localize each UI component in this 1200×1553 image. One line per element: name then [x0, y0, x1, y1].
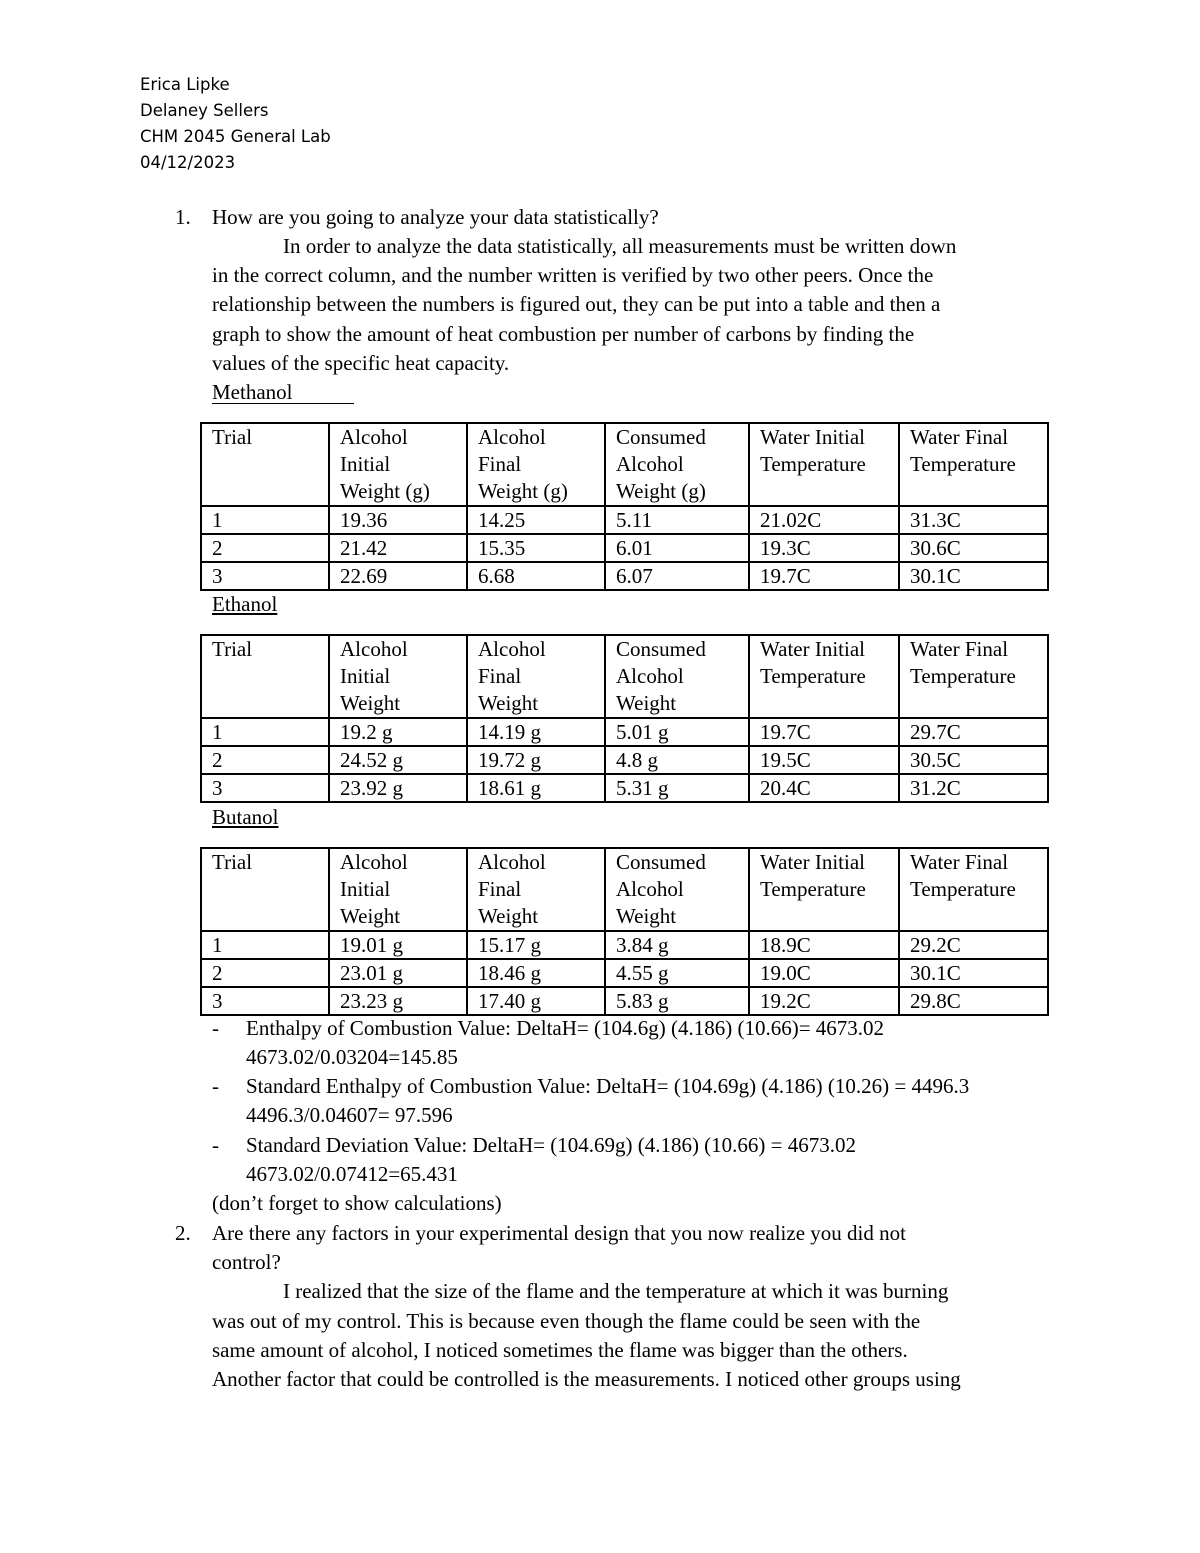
table-cell: 5.83 g	[605, 987, 749, 1015]
table-cell: 20.4C	[749, 774, 899, 802]
table-cell: 30.5C	[899, 746, 1048, 774]
answer-line: I realized that the size of the flame and the temperature at which it was burning	[283, 1279, 949, 1303]
table-cell: 5.11	[605, 506, 749, 534]
header-cell: Trial	[201, 635, 329, 718]
header-cell: Water Initial Temperature	[749, 635, 899, 718]
header-cell: Trial	[201, 423, 329, 506]
document-header	[140, 72, 331, 176]
butanol-table	[200, 847, 1049, 1016]
table-cell: 29.8C	[899, 987, 1048, 1015]
table-row	[201, 987, 1048, 1015]
table-cell: 6.07	[605, 562, 749, 590]
table-cell: 19.7C	[749, 718, 899, 746]
table-cell: 15.17 g	[467, 931, 605, 959]
table-cell: 6.68	[467, 562, 605, 590]
question-text: control?	[212, 1250, 281, 1274]
table-row	[201, 774, 1048, 802]
header-cell: Water Final Temperature	[899, 848, 1048, 931]
table-cell: 19.5C	[749, 746, 899, 774]
calculation-line: 4673.02/0.07412=65.431	[246, 1162, 458, 1186]
calculation-line: Standard Deviation Value: DeltaH= (104.69g) (4.186) (10.66) = 4673.02	[246, 1133, 857, 1157]
table-cell: 31.3C	[899, 506, 1048, 534]
table-row	[201, 562, 1048, 590]
author-name: Delaney Sellers	[140, 101, 269, 120]
calculation-line: Enthalpy of Combustion Value: DeltaH= (104.6g) (4.186) (10.66)= 4673.02	[246, 1016, 885, 1040]
table-cell: 19.3C	[749, 534, 899, 562]
table-row	[201, 931, 1048, 959]
table-cell: 30.6C	[899, 534, 1048, 562]
table-cell: 19.7C	[749, 562, 899, 590]
header-cell: Alcohol Final Weight (g)	[467, 423, 605, 506]
table-cell: 3	[201, 987, 329, 1015]
table-title-butanol: Butanol	[212, 805, 279, 829]
table-cell: 5.01 g	[605, 718, 749, 746]
question-number: 2.	[175, 1221, 191, 1245]
table-cell: 14.19 g	[467, 718, 605, 746]
table-cell: 2	[201, 534, 329, 562]
answer-line: values of the specific heat capacity.	[212, 351, 510, 375]
question-text: Are there any factors in your experimental design that you now realize you did not	[212, 1221, 906, 1245]
table-cell: 6.01	[605, 534, 749, 562]
table-cell: 31.2C	[899, 774, 1048, 802]
table-row	[201, 506, 1048, 534]
header-cell: Water Final Temperature	[899, 635, 1048, 718]
table-cell: 1	[201, 931, 329, 959]
table-cell: 23.92 g	[329, 774, 467, 802]
table-cell: 3	[201, 562, 329, 590]
calculation-line: 4673.02/0.03204=145.85	[246, 1045, 458, 1069]
calculation-note: (don’t forget to show calculations)	[212, 1191, 502, 1215]
bullet-marker: -	[212, 1133, 219, 1157]
header-cell: Alcohol Initial Weight	[329, 848, 467, 931]
table-header-row	[201, 423, 1048, 506]
table-cell: 21.42	[329, 534, 467, 562]
header-cell: Water Initial Temperature	[749, 423, 899, 506]
question-number: 1.	[175, 205, 191, 229]
header-cell: Trial	[201, 848, 329, 931]
table-cell: 21.02C	[749, 506, 899, 534]
table-cell: 23.01 g	[329, 959, 467, 987]
document-date: 04/12/2023	[140, 153, 236, 172]
table-cell: 29.2C	[899, 931, 1048, 959]
table-cell: 30.1C	[899, 562, 1048, 590]
answer-line: in the correct column, and the number written is verified by two other peers. Once the	[212, 263, 934, 287]
header-cell: Alcohol Initial Weight (g)	[329, 423, 467, 506]
table-cell: 18.61 g	[467, 774, 605, 802]
table-cell: 23.23 g	[329, 987, 467, 1015]
table-cell: 30.1C	[899, 959, 1048, 987]
table-cell: 22.69	[329, 562, 467, 590]
table-cell: 29.7C	[899, 718, 1048, 746]
header-cell: Water Initial Temperature	[749, 848, 899, 931]
table-cell: 1	[201, 718, 329, 746]
answer-line: In order to analyze the data statistically, all measurements must be written down	[283, 234, 957, 258]
table-cell: 18.46 g	[467, 959, 605, 987]
table-cell: 2	[201, 959, 329, 987]
bullet-marker: -	[212, 1074, 219, 1098]
table-row	[201, 718, 1048, 746]
table-title-ethanol: Ethanol	[212, 592, 278, 616]
table-cell: 19.2C	[749, 987, 899, 1015]
table-row	[201, 534, 1048, 562]
table-cell: 19.72 g	[467, 746, 605, 774]
table-cell: 4.55 g	[605, 959, 749, 987]
table-title-methanol: Methanol	[212, 380, 354, 405]
table-header-row	[201, 635, 1048, 718]
header-cell: Alcohol Final Weight	[467, 635, 605, 718]
methanol-table	[200, 422, 1049, 591]
table-cell: 15.35	[467, 534, 605, 562]
table-cell: 1	[201, 506, 329, 534]
table-cell: 24.52 g	[329, 746, 467, 774]
table-cell: 17.40 g	[467, 987, 605, 1015]
table-cell: 19.2 g	[329, 718, 467, 746]
table-cell: 18.9C	[749, 931, 899, 959]
table-row	[201, 746, 1048, 774]
table-header-row	[201, 848, 1048, 931]
answer-line: same amount of alcohol, I noticed sometimes the flame was bigger than the others.	[212, 1338, 908, 1362]
table-cell: 19.36	[329, 506, 467, 534]
table-cell: 3	[201, 774, 329, 802]
table-cell: 19.0C	[749, 959, 899, 987]
header-cell: Alcohol Final Weight	[467, 848, 605, 931]
table-row	[201, 959, 1048, 987]
table-cell: 3.84 g	[605, 931, 749, 959]
calculation-line: 4496.3/0.04607= 97.596	[246, 1103, 453, 1127]
header-cell: Alcohol Initial Weight	[329, 635, 467, 718]
table-cell: 19.01 g	[329, 931, 467, 959]
ethanol-table	[200, 634, 1049, 803]
author-name: Erica Lipke	[140, 75, 230, 94]
bullet-marker: -	[212, 1016, 219, 1040]
table-cell: 14.25	[467, 506, 605, 534]
header-cell: Water Final Temperature	[899, 423, 1048, 506]
header-cell: Consumed Alcohol Weight	[605, 848, 749, 931]
calculation-line: Standard Enthalpy of Combustion Value: DeltaH= (104.69g) (4.186) (10.26) = 4496.3	[246, 1074, 970, 1098]
header-cell: Consumed Alcohol Weight	[605, 635, 749, 718]
table-cell: 2	[201, 746, 329, 774]
answer-line: was out of my control. This is because even though the flame could be seen with the	[212, 1309, 921, 1333]
header-cell: Consumed Alcohol Weight (g)	[605, 423, 749, 506]
answer-line: graph to show the amount of heat combustion per number of carbons by finding the	[212, 322, 915, 346]
answer-line: Another factor that could be controlled is the measurements. I noticed other groups using	[212, 1367, 961, 1391]
question-text: How are you going to analyze your data statistically?	[212, 205, 659, 229]
table-cell: 4.8 g	[605, 746, 749, 774]
course-name: CHM 2045 General Lab	[140, 127, 331, 146]
table-cell: 5.31 g	[605, 774, 749, 802]
answer-line: relationship between the numbers is figured out, they can be put into a table and then a	[212, 292, 941, 316]
